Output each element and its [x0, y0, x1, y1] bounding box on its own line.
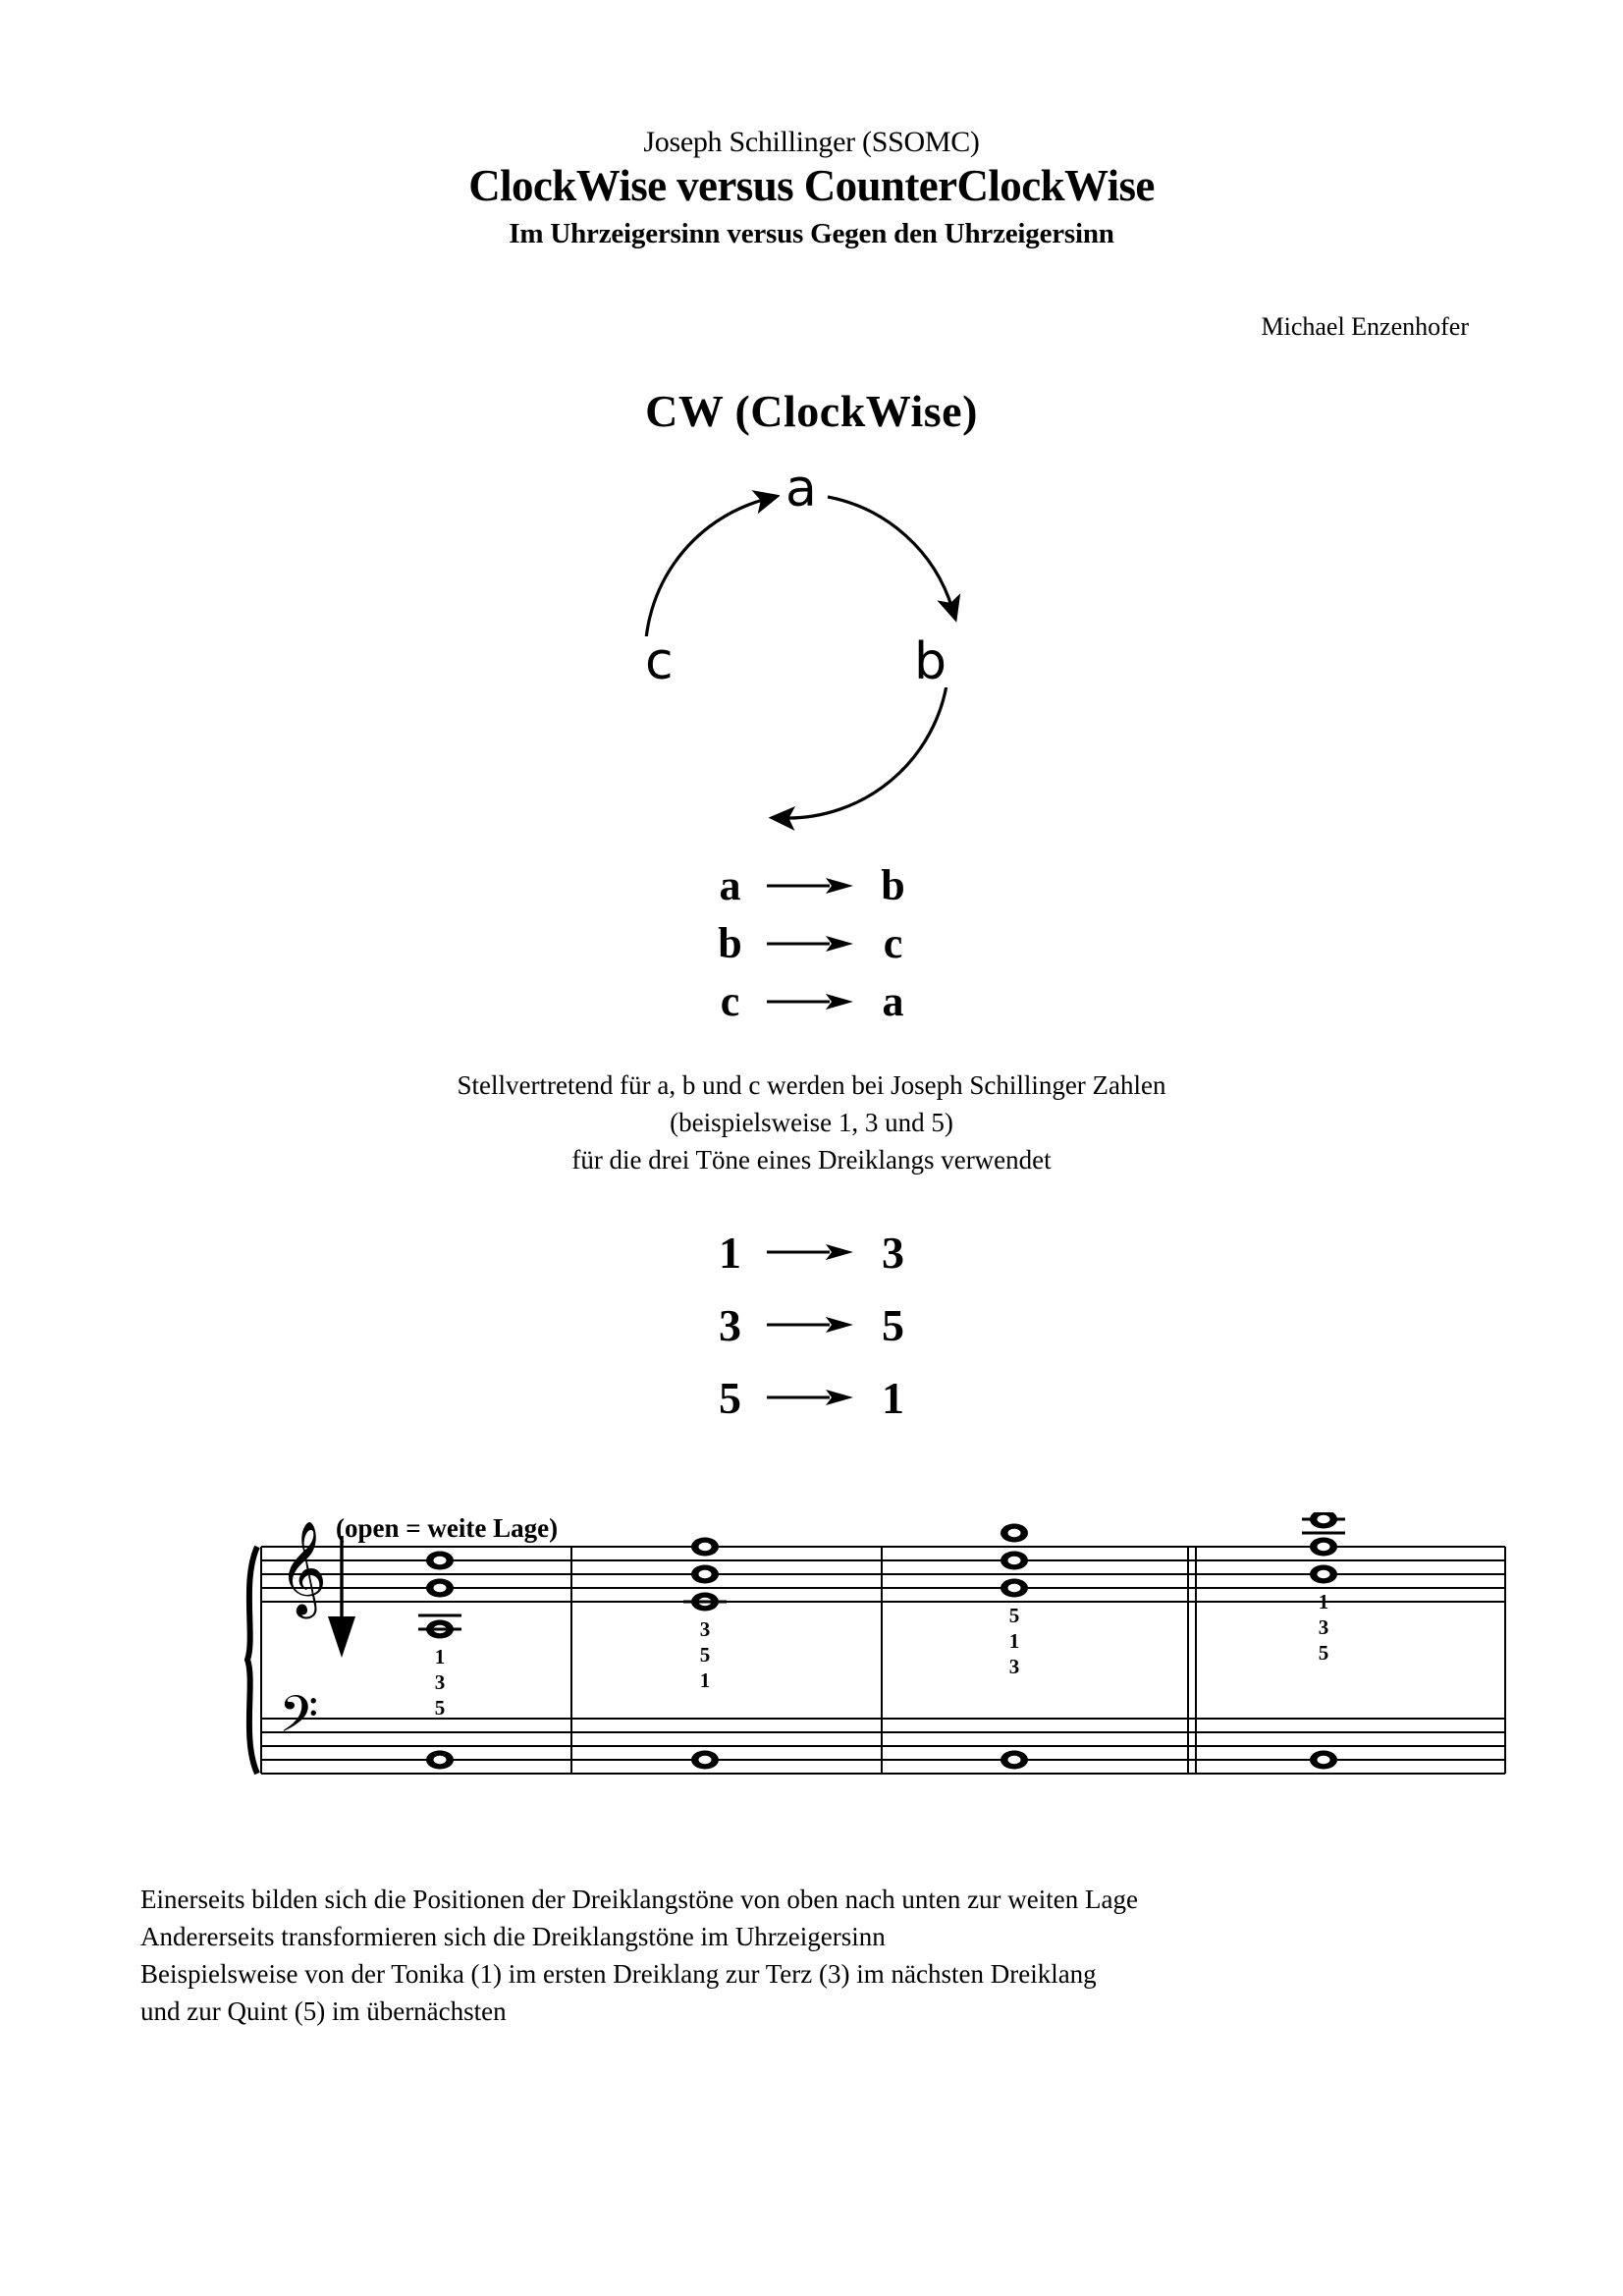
- figure-number: 5: [699, 1643, 711, 1667]
- treble-clef-icon: [279, 1519, 327, 1618]
- measure-1-figures: [426, 1644, 454, 1721]
- arrow-right-icon: [765, 932, 859, 956]
- figure-number: 3: [1008, 1655, 1020, 1678]
- figure-number: 3: [434, 1670, 446, 1694]
- number-transformation-list: [0, 1216, 1623, 1434]
- source-attribution: Joseph Schillinger (SSOMC): [643, 126, 980, 158]
- cycle-node-a: a: [780, 464, 823, 515]
- cycle-node-b: b: [908, 636, 952, 687]
- number-from: 1: [719, 1227, 741, 1278]
- letter-from: b: [718, 919, 742, 967]
- footer-paragraph: [140, 1881, 1515, 2030]
- figure-number: 5: [434, 1696, 446, 1720]
- letter-transformation-row: [0, 914, 1623, 972]
- letter-transformation-row: [0, 856, 1623, 914]
- section-heading: CW (ClockWise): [645, 386, 978, 436]
- bass-clef-icon: [279, 1685, 318, 1757]
- figure-number: 1: [699, 1668, 711, 1692]
- arrow-right-icon: [765, 874, 859, 898]
- letter-to: a: [882, 977, 904, 1025]
- measure-4-figures: [1310, 1589, 1337, 1666]
- letter-to: c: [883, 919, 903, 967]
- cycle-node-c: c: [639, 636, 679, 687]
- letter-transformation-row: [0, 972, 1623, 1030]
- number-to: 1: [882, 1372, 904, 1423]
- arrow-right-icon: [765, 1240, 859, 1264]
- number-to: 3: [882, 1227, 904, 1278]
- number-from: 3: [719, 1299, 741, 1350]
- letter-from: c: [720, 977, 740, 1025]
- explanation-line-3: für die drei Töne eines Dreiklangs verwendet: [571, 1145, 1052, 1175]
- figure-number: 3: [699, 1617, 711, 1641]
- open-voicing-label: (open = weite Lage): [336, 1513, 559, 1543]
- figure-number: 1: [1318, 1590, 1329, 1613]
- number-from: 5: [719, 1372, 741, 1423]
- explanation-line-1: Stellvertretend für a, b und c werden bei Joseph Schillinger Zahlen: [457, 1070, 1166, 1100]
- measure-2-figures: [691, 1616, 719, 1693]
- footer-line-1: Einerseits bilden sich die Positionen der Dreiklangstöne von oben nach unten zur weiten Lage: [140, 1885, 1138, 1914]
- measure-3-figures: [1001, 1603, 1028, 1679]
- number-transformation-row: [0, 1288, 1623, 1361]
- figure-number: 5: [1318, 1641, 1329, 1665]
- figure-number: 1: [434, 1645, 446, 1668]
- explanation-line-2: (beispielsweise 1, 3 und 5): [670, 1108, 953, 1137]
- arrow-right-icon: [765, 1313, 859, 1337]
- author-name: Michael Enzenhofer: [1261, 312, 1469, 341]
- arrow-right-icon: [765, 1386, 859, 1409]
- letter-transformation-list: [0, 856, 1623, 1030]
- figure-number: 3: [1318, 1615, 1329, 1639]
- footer-line-4: und zur Quint (5) im übernächsten: [140, 1996, 507, 2026]
- direction-arrow-down-icon: [328, 1536, 355, 1658]
- number-to: 5: [882, 1299, 904, 1350]
- number-transformation-row: [0, 1216, 1623, 1288]
- footer-line-3: Beispielsweise von der Tonika (1) im ersten Dreiklang zur Terz (3) im nächsten Dreiklang: [140, 1959, 1097, 1989]
- letter-from: a: [719, 861, 741, 909]
- letter-to: b: [881, 861, 905, 909]
- clockwise-cycle-diagram: [604, 462, 997, 854]
- arrow-right-icon: [765, 990, 859, 1013]
- svg-text:𝄢: 𝄢: [279, 1684, 319, 1757]
- figure-number: 5: [1008, 1604, 1020, 1627]
- footer-line-2: Andererseits transformieren sich die Dreiklangstöne im Uhrzeigersinn: [140, 1922, 886, 1951]
- document-subtitle: Im Uhrzeigersinn versus Gegen den Uhrzeigersinn: [509, 218, 1114, 249]
- number-transformation-row: [0, 1361, 1623, 1434]
- svg-text:𝄞: 𝄞: [279, 1519, 328, 1615]
- document-title: ClockWise versus CounterClockWise: [468, 161, 1155, 210]
- brace-icon: [247, 1547, 257, 1774]
- grand-staff-notation: [243, 1512, 1515, 1807]
- explanation-paragraph: [0, 1066, 1623, 1178]
- figure-number: 1: [1008, 1629, 1020, 1653]
